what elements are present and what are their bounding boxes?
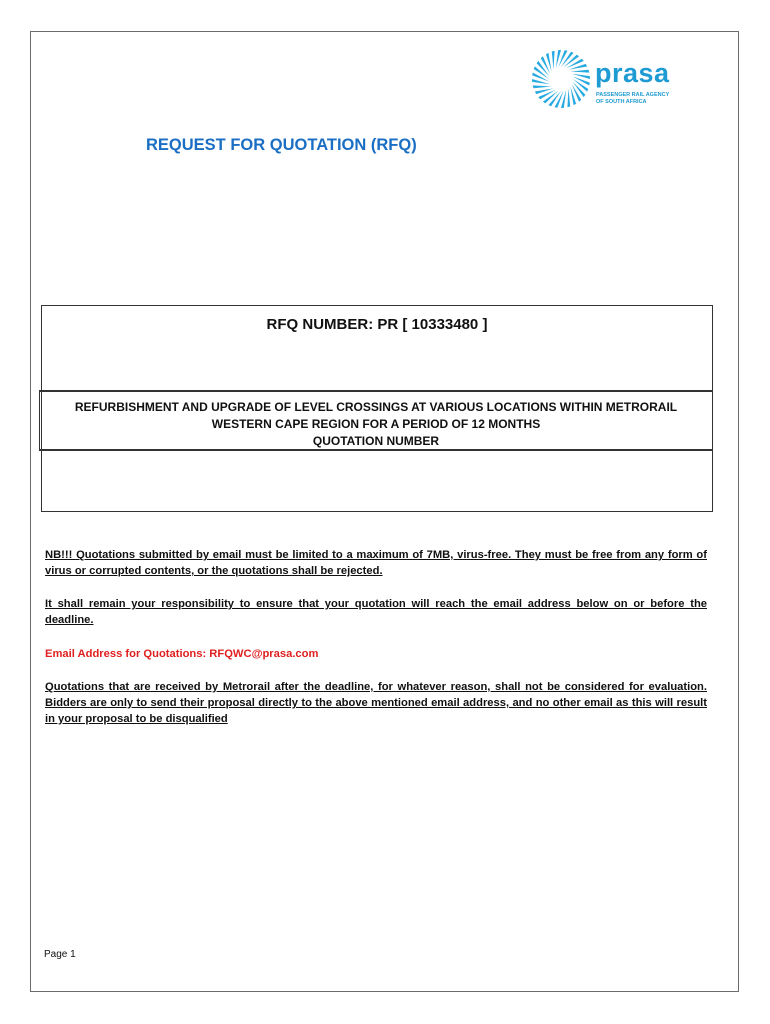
- description-line-1: REFURBISHMENT AND UPGRADE OF LEVEL CROSSINGS AT VARIOUS LOCATIONS WITHIN METRORAIL: [74, 400, 678, 414]
- quotation-number-label: QUOTATION NUMBER: [312, 434, 440, 448]
- email-address-line: Email Address for Quotations: RFQWC@prasa.com: [45, 648, 319, 660]
- page-number: Page 1: [44, 949, 76, 960]
- note-responsibility: It shall remain your responsibility to ensure that your quotation will reach the email address below on or before the deadline.: [45, 598, 707, 626]
- prasa-logo: [530, 48, 670, 110]
- sunburst-icon: [530, 48, 592, 110]
- rfq-description: [39, 390, 712, 451]
- rfq-number: RFQ NUMBER: PR [ 10333480 ]: [266, 316, 488, 333]
- logo-wordmark: prasa: [595, 58, 670, 88]
- description-line-2: WESTERN CAPE REGION FOR A PERIOD OF 12 MONTHS: [211, 417, 541, 431]
- rfq-details-box: [41, 305, 713, 512]
- document-page: [30, 31, 739, 992]
- note-size-limit: NB!!! Quotations submitted by email must be limited to a maximum of 7MB, virus-free. They must be free from any form of virus or corrupted contents, or the quotations shall be rejected.: [45, 549, 707, 577]
- logo-subtitle: PASSENGER RAIL AGENCY OF SOUTH AFRICA: [596, 92, 670, 105]
- page-title: REQUEST FOR QUOTATION (RFQ): [146, 136, 417, 154]
- note-deadline: Quotations that are received by Metrorail after the deadline, for whatever reason, shall not be considered for evaluation. Bidders are only to send their proposal directly to the above mentioned email address, and no other email as this will result in your proposal to be disqualified: [45, 681, 707, 725]
